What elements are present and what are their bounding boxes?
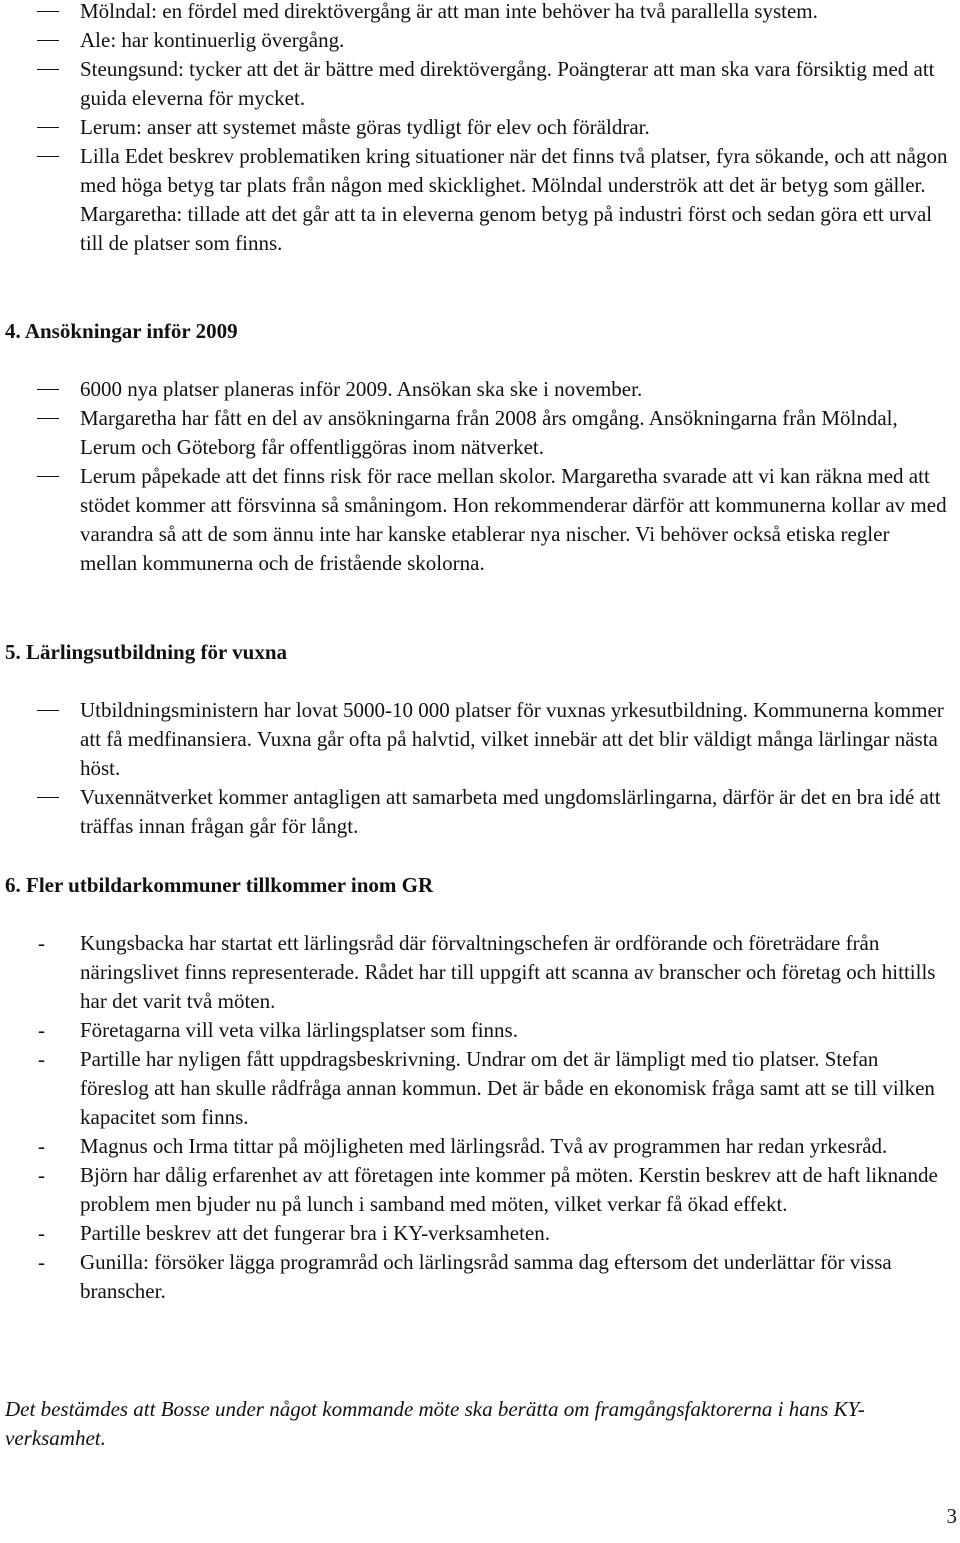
hyphen-bullet-icon: -: [38, 1018, 45, 1042]
hyphen-bullet-icon: -: [38, 1134, 45, 1158]
list-item-text: Vuxennätverket kommer antagligen att samarbeta med ungdomslärlingarna, därför är det en bra idé att träffas innan frågan går för långt.: [80, 785, 941, 838]
list-item: [0, 1016, 950, 1045]
list-item: [0, 929, 950, 1016]
list-item: [0, 113, 950, 142]
hyphen-bullet-icon: -: [38, 1250, 45, 1274]
list-item-text: Margaretha har fått en del av ansökningarna från 2008 års omgång. Ansökningarna från Mölndal, Lerum och Göteborg får offentliggöras inom nätverket.: [80, 406, 898, 459]
hyphen-bullet-icon: -: [38, 1221, 45, 1245]
dash-bullet-icon: [37, 69, 59, 70]
dash-bullet-icon: [37, 156, 59, 157]
list-item-text: Partille har nyligen fått uppdragsbeskrivning. Undrar om det är lämpligt med tio platser. Stefan föreslog att han skulle rådfråga annan kommun. Det är både en ekonomisk fråga samt att se till vilken kapacitet som finns.: [80, 1047, 935, 1129]
list-item-text: Lerum påpekade att det finns risk för race mellan skolor. Margaretha svarade att vi kan räkna med att stödet kommer att försvinna så småningom. Hon rekommenderar därför att kommunerna kollar av med varandra så att de som ännu inte har kanske etablerar nya nischer. Vi behöver också etiska regler mellan kommunerna och de fristående skolorna.: [80, 464, 947, 575]
list-item: [0, 26, 950, 55]
list-item: [0, 1219, 950, 1248]
section-6-list: [0, 929, 950, 1306]
list-item-text: Steungsund: tycker att det är bättre med direktövergång. Poängterar att man ska vara försiktig med att guida eleverna för mycket.: [80, 57, 935, 110]
list-item-text: 6000 nya platser planeras inför 2009. Ansökan ska ske i november.: [80, 377, 643, 401]
dash-bullet-icon: [37, 127, 59, 128]
page-number: 3: [946, 1504, 957, 1528]
continued-list: [0, 0, 950, 258]
hyphen-bullet-icon: -: [38, 1047, 45, 1071]
list-item: [0, 1248, 950, 1306]
dash-bullet-icon: [37, 389, 59, 390]
dash-bullet-icon: [37, 476, 59, 477]
list-item: [0, 696, 950, 783]
list-item-text: Partille beskrev att det fungerar bra i KY-verksamheten.: [80, 1221, 550, 1245]
list-item-text: Björn har dålig erfarenhet av att företagen inte kommer på möten. Kerstin beskrev att de haft liknande problem men bjuder nu på lunch i samband med möten, vilket verkar få ökad effekt.: [80, 1163, 938, 1216]
dash-bullet-icon: [37, 418, 59, 419]
list-item: [0, 142, 950, 258]
list-item-text: Ale: har kontinuerlig övergång.: [80, 28, 345, 52]
dash-bullet-icon: [37, 797, 59, 798]
dash-bullet-icon: [37, 710, 59, 711]
list-item: [0, 783, 950, 841]
dash-bullet-icon: [37, 40, 59, 41]
list-item-text: Lilla Edet beskrev problematiken kring situationer när det finns två platser, fyra sökande, och att någon med höga betyg tar plats från någon med skicklighet. Mölndal underströk att det är betyg som gäller. Margaretha: tillade att det går att ta in eleverna genom betyg på industri först och sedan göra ett urval till de platser som finns.: [80, 144, 948, 255]
list-item-text: Magnus och Irma tittar på möjligheten med lärlingsråd. Två av programmen har redan yrkesråd.: [80, 1134, 888, 1158]
list-item: [0, 55, 950, 113]
list-item: [0, 375, 950, 404]
list-item: [0, 0, 950, 26]
dash-bullet-icon: [37, 11, 59, 12]
list-item-text: Mölndal: en fördel med direktövergång är att man inte behöver ha två parallella system.: [80, 0, 818, 23]
hyphen-bullet-icon: -: [38, 1163, 45, 1187]
list-item: [0, 1161, 950, 1219]
list-item-text: Gunilla: försöker lägga programråd och lärlingsråd samma dag eftersom det underlättar för vissa branscher.: [80, 1250, 892, 1303]
list-item: [0, 462, 950, 578]
section-4-heading: 4. Ansökningar inför 2009: [5, 319, 238, 343]
list-item-text: Lerum: anser att systemet måste göras tydligt för elev och föräldrar.: [80, 115, 650, 139]
closing-paragraph: Det bestämdes att Bosse under något kommande möte ska berätta om framgångsfaktorerna i hans KY-verksamhet.: [5, 1397, 865, 1450]
section-5-list: [0, 696, 950, 841]
section-5-heading: 5. Lärlingsutbildning för vuxna: [5, 640, 288, 664]
section-4-list: [0, 375, 950, 578]
section-6-heading: 6. Fler utbildarkommuner tillkommer inom GR: [5, 873, 434, 897]
list-item-text: Utbildningsministern har lovat 5000-10 000 platser för vuxnas yrkesutbildning. Kommunerna kommer att få medfinansiera. Vuxna går ofta på halvtid, vilket innebär att det blir väldigt många lärlingar nästa höst.: [80, 698, 944, 780]
list-item: [0, 404, 950, 462]
hyphen-bullet-icon: -: [38, 931, 45, 955]
list-item-text: Företagarna vill veta vilka lärlingsplatser som finns.: [80, 1018, 518, 1042]
list-item: [0, 1045, 950, 1132]
list-item: [0, 1132, 950, 1161]
list-item-text: Kungsbacka har startat ett lärlingsråd där förvaltningschefen är ordförande och företrädare från näringslivet finns representerade. Rådet har till uppgift att scanna av branscher och företag och hittills har det varit två möten.: [80, 931, 936, 1013]
